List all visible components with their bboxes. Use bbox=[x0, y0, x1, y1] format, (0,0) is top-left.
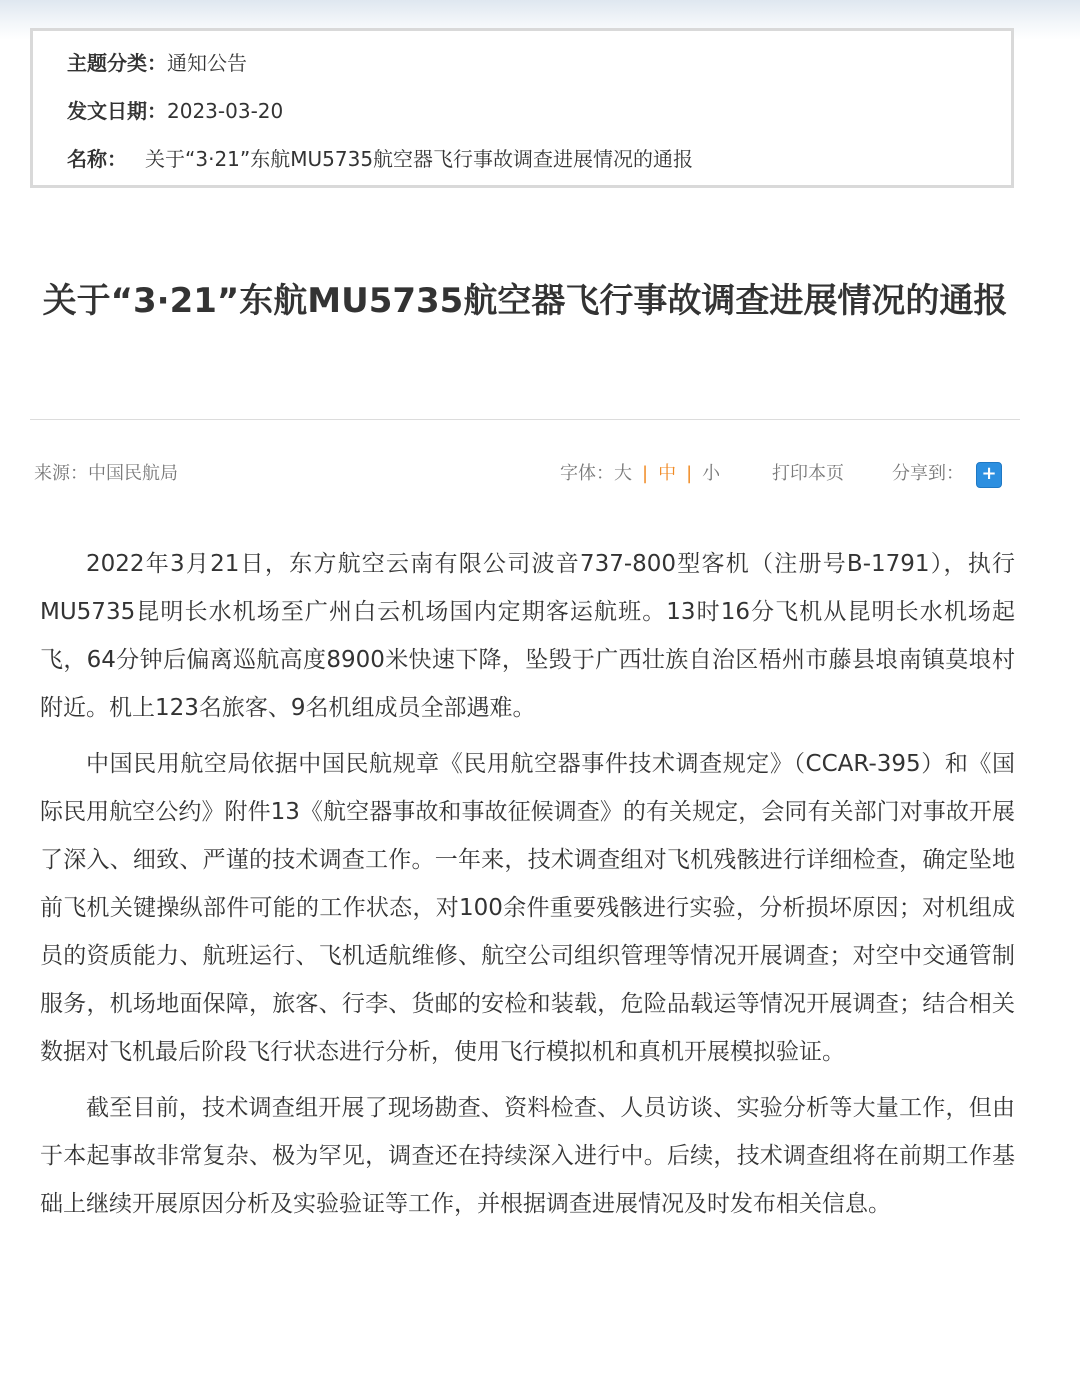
date-label: 发文日期： bbox=[67, 99, 167, 123]
topic-value: 通知公告 bbox=[167, 51, 247, 75]
body-paragraph: 中国民用航空局依据中国民航规章《民用航空器事件技术调查规定》（CCAR-395）和《国际民用航空公约》附件13《航空器事故和事故征候调查》的有关规定，会同有关部门对事故开展了深入、细致、严谨的技术调查工作。一年来，技术调查组对飞机残骸进行详细检查，确定坠地前飞机关键操纵部件可能的工作状态，对100余件重要残骸进行实验，分析损坏原因；对机组成员的资质能力、航班运行、飞机适航维修、航空公司组织管理等情况开展调查；对空中交通管制服务，机场地面保障，旅客、行李、货邮的安检和装载，危险品载运等情况开展调查；结合相关数据对飞机最后阶段飞行状态进行分析，使用飞行模拟机和真机开展模拟验证。 bbox=[40, 751, 1015, 1065]
article-source: 来源：中国民航局 bbox=[34, 463, 178, 484]
article-title: 关于“3·21”东航MU5735航空器飞行事故调查进展情况的通报 bbox=[42, 281, 1008, 321]
body-paragraph: 截至目前，技术调查组开展了现场勘查、资料检查、人员访谈、实验分析等大量工作，但由于本起事故非常复杂、极为罕见，调查还在持续深入进行中。后续，技术调查组将在前期工作基础上继续开展原因分析及实验验证等工作，并根据调查进展情况及时发布相关信息。 bbox=[40, 1095, 1015, 1217]
article-body bbox=[40, 540, 1015, 1236]
title-divider bbox=[30, 419, 1020, 420]
font-size-separator: | bbox=[686, 463, 693, 484]
font-size-switcher bbox=[560, 460, 720, 488]
name-label: 名称： bbox=[67, 147, 127, 171]
font-size-small-link[interactable]: 小 bbox=[702, 463, 721, 484]
topic-row bbox=[67, 49, 247, 77]
document-metadata-box bbox=[30, 28, 1014, 188]
body-paragraph: 2022年3月21日，东方航空云南有限公司波音737-800型客机（注册号B-1791），执行MU5735昆明长水机场至广州白云机场国内定期客运航班。13时16分飞机从昆明长水机场起飞，64分钟后偏离巡航高度8900米快速下降，坠毁于广西壮族自治区梧州市藤县埌南镇莫埌村附近。机上123名旅客、9名机组成员全部遇难。 bbox=[40, 551, 1015, 721]
name-row bbox=[67, 145, 693, 173]
date-value: 2023-03-20 bbox=[167, 99, 284, 123]
topic-label: 主题分类： bbox=[67, 51, 167, 75]
share-label: 分享到： bbox=[892, 463, 964, 484]
share-plus-icon[interactable]: + bbox=[976, 462, 1002, 488]
date-row bbox=[67, 97, 283, 125]
font-size-medium-link[interactable]: 中 bbox=[658, 463, 677, 484]
name-value: 关于“3·21”东航MU5735航空器飞行事故调查进展情况的通报 bbox=[145, 147, 694, 171]
print-page-link[interactable]: 打印本页 bbox=[772, 463, 844, 484]
font-size-label: 字体： bbox=[560, 463, 614, 484]
font-size-separator: | bbox=[642, 463, 649, 484]
font-size-large-link[interactable]: 大 bbox=[614, 463, 632, 484]
